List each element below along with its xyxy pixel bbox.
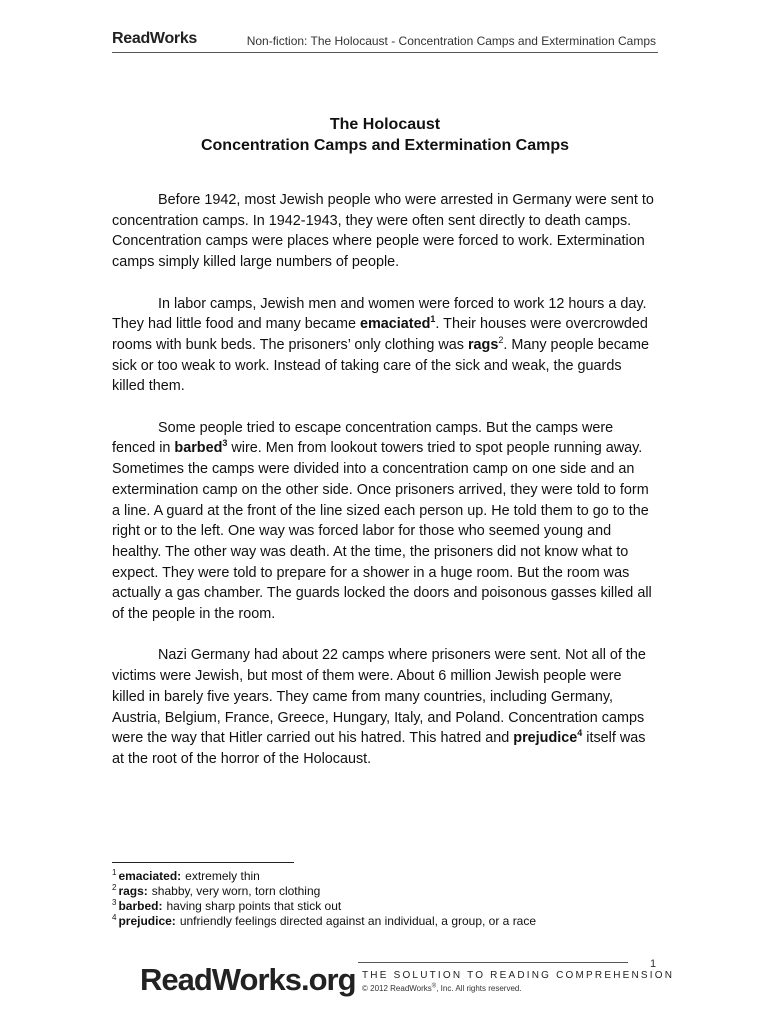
copyright-part-a: © 2012 ReadWorks: [362, 984, 432, 993]
copyright-part-b: , Inc. All rights reserved.: [436, 984, 522, 993]
footnote-ref-3: 3: [222, 438, 228, 449]
paragraph-3: [112, 418, 658, 625]
footnote-item: [112, 869, 536, 884]
footnote-term: rags:: [118, 884, 148, 898]
footnote-term: barbed:: [118, 899, 163, 913]
footnote-definition: extremely thin: [185, 869, 260, 883]
footnote-ref-1: 1: [430, 314, 436, 325]
title-line-1: The Holocaust: [329, 116, 441, 133]
paragraph-3-part-b: wire. Men from lookout towers tried to spot people running away. Sometimes the camps were divided into a concentration camp on one side and an extermination camp on the other side. Once prisoners arrived, they were told to form a line. A guard at the front of the line sized each person up. He told them to go to the right or to the left. One way was forced labor for those who seemed young and healthy. The other way was death. At the time, the prisoners did not know what to expect. They were told to prepare for a shower in a huge room. But the room was actually a gas chamber. The guards locked the doors and poisonous gasses killed all of the people in the room.: [112, 440, 652, 623]
page-header: [112, 28, 658, 53]
paragraph-4-part-b: itself was at the root of the horror of the Holocaust.: [112, 730, 646, 767]
footer-tagline: THE SOLUTION TO READING COMPREHENSION: [362, 970, 675, 981]
paragraph-3-part-a: Some people tried to escape concentration camps. But the camps were fenced in: [112, 419, 614, 457]
footnote-definition: unfriendly feelings directed against an individual, a group, or a race: [179, 914, 537, 928]
footnotes: [112, 869, 536, 929]
header-subtitle: Non-fiction: The Holocaust - Concentration Camps and Extermination Camps: [246, 34, 656, 48]
footnote-term: emaciated:: [118, 869, 182, 883]
vocab-term-barbed: barbed: [174, 440, 223, 457]
title-line-2: Concentration Camps and Extermination Camps: [200, 137, 570, 154]
footnote-divider: [112, 862, 294, 863]
footnote-number: 2: [112, 883, 117, 892]
registered-mark: ®: [431, 983, 437, 990]
brand-logo: ReadWorks: [112, 30, 198, 47]
footnote-item: [112, 884, 536, 899]
paragraph-2-part-c: . Many people became sick or too weak to work. Instead of taking care of the sick and weak, the guards killed them.: [112, 336, 649, 395]
footnote-ref-2: 2: [498, 335, 504, 346]
paragraph-2: [112, 294, 658, 398]
vocab-term-prejudice: prejudice: [513, 730, 578, 747]
copyright-notice: [362, 984, 522, 993]
footnote-item: [112, 914, 536, 929]
footnote-term: prejudice:: [118, 914, 176, 928]
footnote-number: 4: [112, 913, 117, 922]
vocab-term-rags: rags: [467, 336, 499, 353]
footer-logo: ReadWorks.org: [140, 962, 356, 997]
footnote-number: 3: [112, 898, 117, 907]
footnote-number: 1: [112, 868, 117, 877]
paragraph-2-part-a: In labor camps, Jewish men and women were forced to work 12 hours a day. They had little food and many became: [112, 295, 647, 333]
paragraph-4-part-a: Nazi Germany had about 22 camps where prisoners were sent. Not all of the victims were Jewish, but most of them were. About 6 million Jewish people were killed in barely five years. They came from many countries, including Germany, Austria, Belgium, France, Greece, Hungary, Italy, and Poland. Concentration camps were the way that Hitler carried out his hatred. This hatred and: [112, 647, 646, 747]
paragraph-4: [112, 645, 658, 769]
paragraph-1: Before 1942, most Jewish people who were arrested in Germany were sent to concentration camps. In 1942-1943, they were often sent directly to death camps. Concentration camps were places where people were forced to work. Extermination camps simply killed large numbers of people.: [112, 192, 654, 271]
footnote-ref-4: 4: [577, 728, 583, 739]
footnote-definition: shabby, very worn, torn clothing: [151, 884, 321, 898]
footer-divider: [358, 962, 628, 963]
article-body: [112, 190, 658, 790]
page-number: 1: [650, 958, 657, 970]
vocab-term-emaciated: emaciated: [360, 316, 431, 333]
paragraph-2-part-b: . Their houses were overcrowded rooms with bunk beds. The prisoners’ only clothing was: [112, 316, 648, 353]
footnote-item: [112, 899, 536, 914]
footnote-definition: having sharp points that stick out: [166, 899, 342, 913]
